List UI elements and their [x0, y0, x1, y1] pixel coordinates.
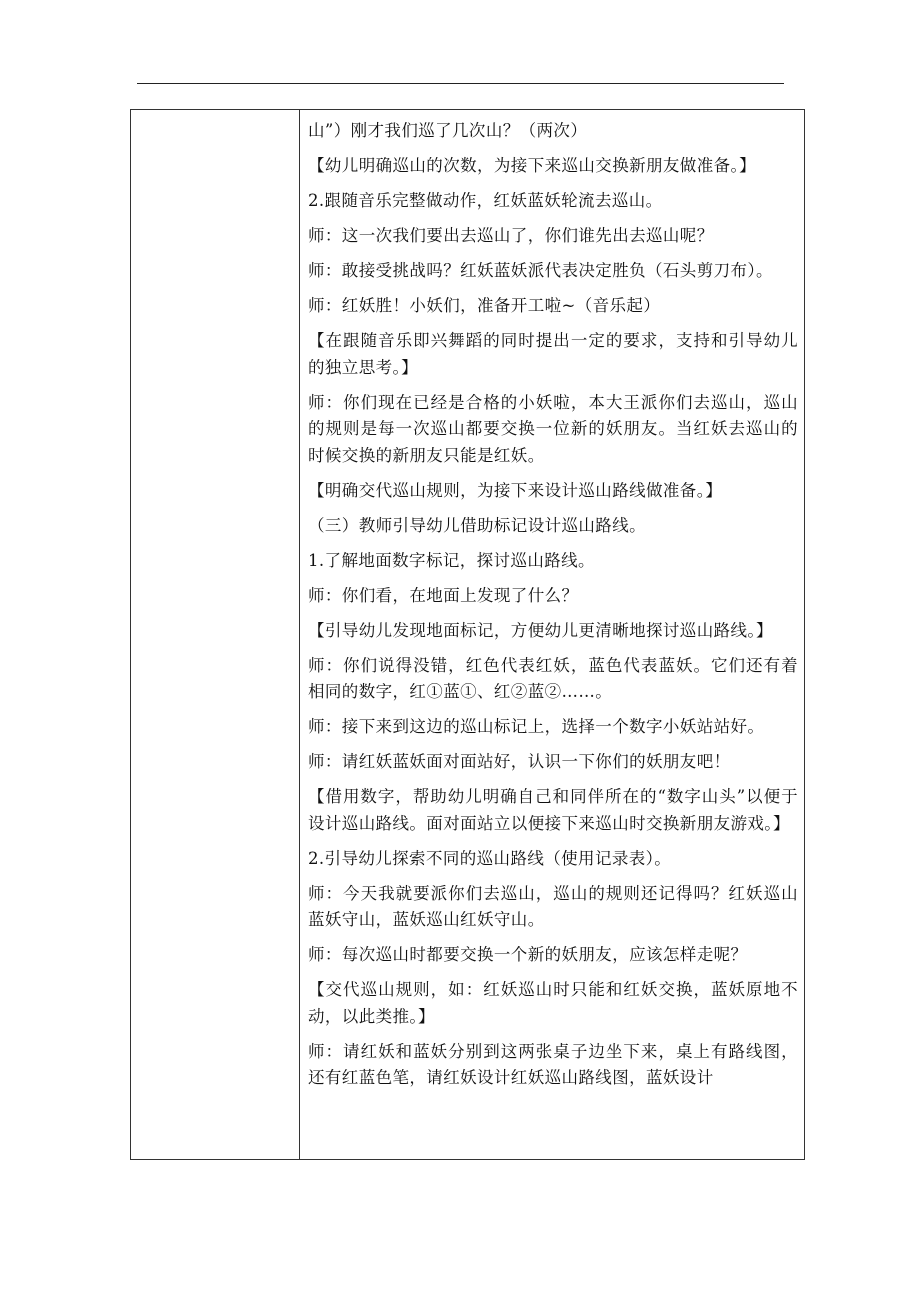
paragraph: 【在跟随音乐即兴舞蹈的同时提出一定的要求，支持和引导幼儿的独立思考。】 — [308, 331, 798, 377]
lesson-table — [130, 109, 805, 1160]
paragraph: 1.了解地面数字标记，探讨巡山路线。 — [308, 550, 595, 570]
paragraph: 【借用数字，帮助幼儿明确自己和同伴所在的“数字山头”以便于设计巡山路线。面对面站立以便接下来巡山时交换新朋友游戏。】 — [308, 787, 798, 833]
paragraph: 师：你们说得没错，红色代表红妖，蓝色代表蓝妖。它们还有着相同的数字，红①蓝①、红②蓝②……。 — [308, 655, 798, 701]
paragraph: 师：请红妖蓝妖面对面站好，认识一下你们的妖朋友吧！ — [308, 752, 731, 771]
paragraph: 【引导幼儿发现地面标记，方便幼儿更清晰地探讨巡山路线。】 — [308, 620, 773, 640]
header-rule — [137, 83, 784, 84]
paragraph: 师：红妖胜！小妖们，准备开工啦~（音乐起） — [308, 296, 661, 315]
table-right-cell — [300, 110, 804, 1159]
paragraph: 师：请红妖和蓝妖分别到这两张桌子边坐下来，桌上有路线图，还有红蓝色笔，请红妖设计红妖巡山路线图，蓝妖设计 — [308, 1041, 798, 1087]
paragraph: 2.引导幼儿探索不同的巡山路线（使用记录表）。 — [308, 848, 672, 868]
paragraph: 【幼儿明确巡山的次数，为接下来巡山交换新朋友做准备。】 — [308, 156, 757, 175]
paragraph: 师：今天我就要派你们去巡山，巡山的规则还记得吗？红妖巡山蓝妖守山，蓝妖巡山红妖守山。 — [308, 883, 798, 929]
paragraph: 【明确交代巡山规则，为接下来设计巡山路线做准备。】 — [308, 480, 723, 500]
paragraph: 师：你们看，在地面上发现了什么？ — [308, 585, 579, 605]
paragraph: 师：这一次我们要出去巡山了，你们谁先出去巡山呢？ — [308, 226, 714, 245]
paragraph: 师：你们现在已经是合格的小妖啦，本大王派你们去巡山，巡山的规则是每一次巡山都要交换一位新的妖朋友。当红妖去巡山的时候交换的新朋友只能是红妖。 — [308, 392, 798, 465]
paragraph: 【交代巡山规则，如：红妖巡山时只能和红妖交换，蓝妖原地不动，以此类推。】 — [308, 980, 798, 1026]
table-left-cell — [131, 110, 300, 1159]
paragraph: 师：敢接受挑战吗？红妖蓝妖派代表决定胜负（石头剪刀布）。 — [308, 261, 773, 280]
paragraph: 师：每次巡山时都要交换一个新的妖朋友，应该怎样走呢？ — [308, 945, 748, 964]
paragraph: （三）教师引导幼儿借助标记设计巡山路线。 — [308, 515, 646, 535]
paragraph: 2.跟随音乐完整做动作，红妖蓝妖轮流去巡山。 — [308, 191, 663, 210]
paragraph: 山”）刚才我们巡了几次山？（两次） — [308, 121, 588, 140]
paragraph: 师：接下来到这边的巡山标记上，选择一个数字小妖站站好。 — [308, 717, 765, 736]
